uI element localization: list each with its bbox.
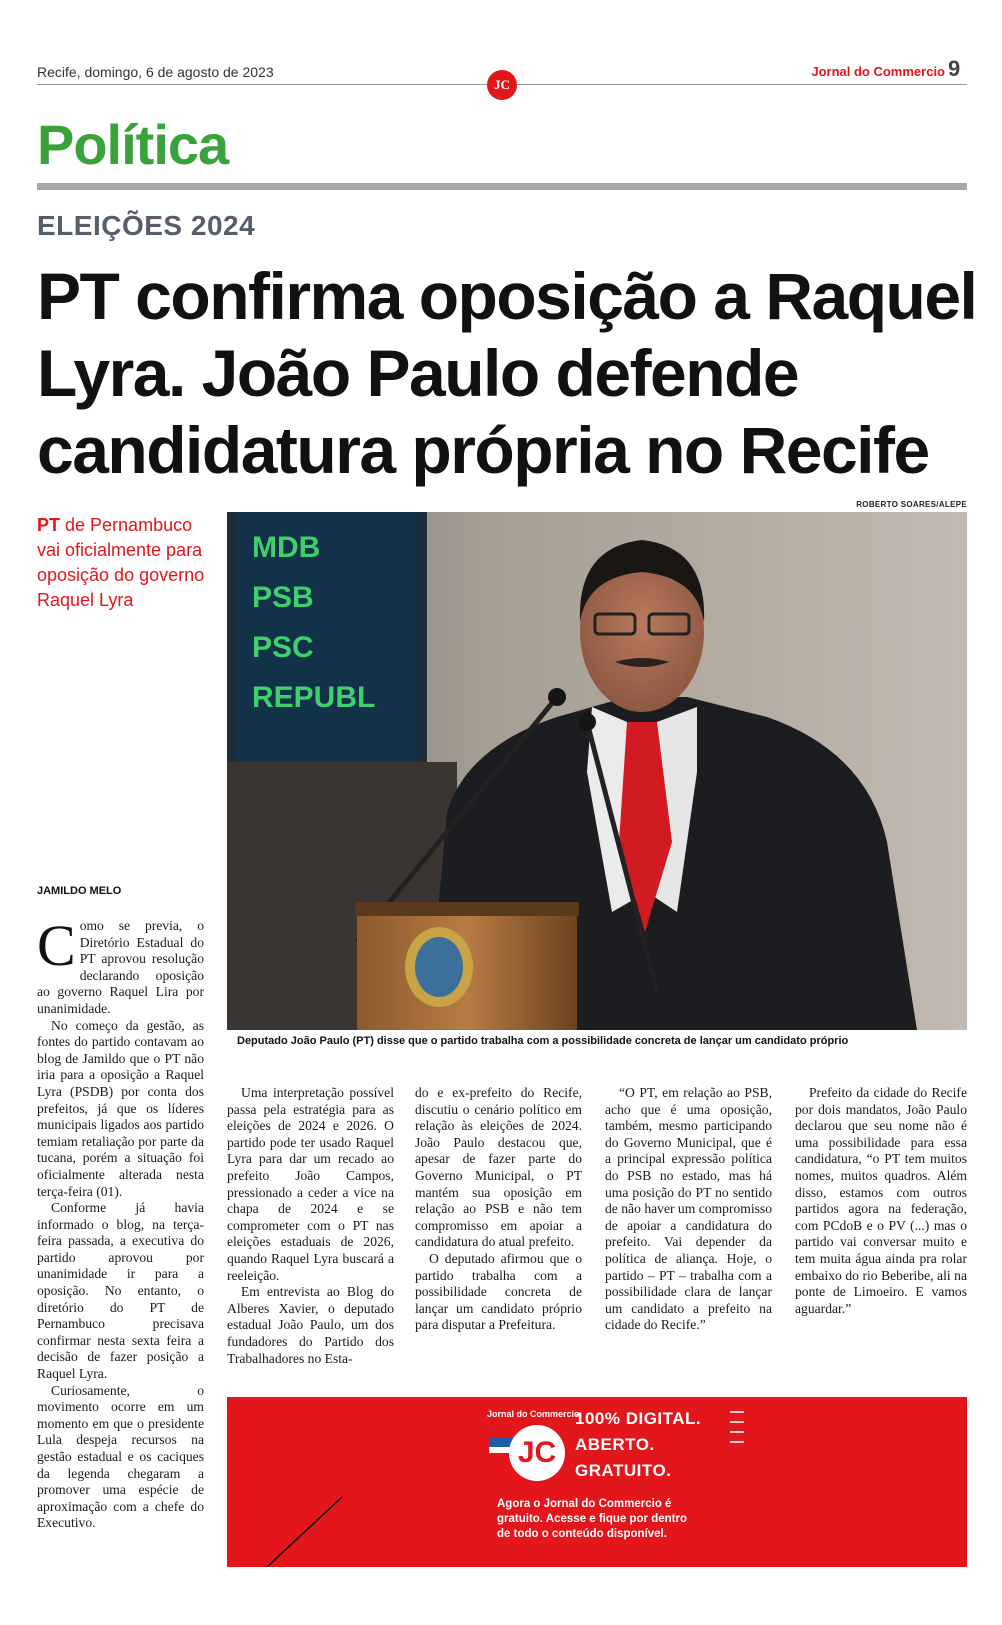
page-number: 9 bbox=[948, 56, 961, 81]
subhead-text: de Pernambuco vai oficialmente para oposição do governo Raquel Lyra bbox=[37, 515, 205, 610]
photo-caption: Deputado João Paulo (PT) disse que o partido trabalha com a possibilidade concreta de lançar um candidato próprio bbox=[237, 1035, 849, 1047]
kicker: ELEIÇÕES 2024 bbox=[37, 210, 256, 241]
ad-text: Agora o Jornal do Commercio é gratuito. Acesse e fique por dentro de todo o conteúdo disponível. bbox=[497, 1498, 687, 1540]
section-title: Política bbox=[37, 113, 229, 176]
article-column-2 bbox=[227, 1085, 394, 1367]
drop-cap: C bbox=[37, 913, 76, 978]
ad-tick bbox=[730, 1411, 744, 1413]
paragraph: Curiosamente, o movimento ocorre em um momento em que o presidente Lula despeja recursos na gestão estadual e os caciques da legenda chegaram a promover uma espécie de aproximação com a chefe do Executivo. bbox=[37, 1382, 204, 1531]
paragraph: Prefeito da cidade do Recife por dois mandatos, João Paulo declarou que seu nome não é uma possibilidade para essa candidatura, “o PT tem muitos nomes, muitos quadros. Além disso, estamos com outros partidos agora na federação, com PCdoB e o PV (...) mas o partido vai conversar muito e tem muita água ainda pra rolar embaixo do rio Beberibe, ali na ponte de Limoeiro. E vamos aguardar.” bbox=[795, 1085, 967, 1316]
section-rule bbox=[37, 183, 967, 190]
ad-tick bbox=[730, 1431, 744, 1433]
ad-line-3: GRATUITO. bbox=[575, 1461, 672, 1480]
subhead bbox=[37, 513, 212, 613]
article-column-4 bbox=[605, 1085, 772, 1334]
ad-line-2: ABERTO. bbox=[575, 1435, 655, 1454]
paragraph: O deputado afirmou que o partido trabalha com a possibilidade concreta de lançar um candidato próprio para disputar a Prefeitura. bbox=[415, 1250, 582, 1333]
paragraph: Em entrevista ao Blog do Alberes Xavier, o deputado estadual João Paulo, um dos fundadores do Partido dos Trabalhadores no Esta- bbox=[227, 1284, 394, 1366]
ad-paper-name: Jornal do Commercio bbox=[487, 1409, 580, 1419]
photo-credit: ROBERTO SOARES/ALEPE bbox=[856, 500, 967, 509]
ad-tick bbox=[730, 1441, 744, 1443]
article-column-3 bbox=[415, 1085, 582, 1334]
paragraph: Uma interpretação possível passa pela estratégia para as eleições de 2024 e 2026. O partido pode ter usado Raquel Lyra para dar um recado ao prefeito João Campos, pressionado a ceder a vice na chapa de 2024 e se comprometer com o PT nas eleições estaduais de 2026, quando Raquel Lyra buscará a reeleição. bbox=[227, 1085, 394, 1283]
ad-jc-logo: JC bbox=[509, 1425, 565, 1481]
panel-label-3: PSC bbox=[252, 631, 314, 664]
digital-ad-banner[interactable] bbox=[227, 1397, 967, 1567]
panel-label-2: PSB bbox=[252, 581, 314, 614]
article-column-1 bbox=[37, 913, 204, 1532]
paper-name: Jornal do Commercio bbox=[811, 64, 945, 79]
paragraph: Conforme já havia informado o blog, na terça-feira passada, a executiva do partido aprovou por unanimidade ir para a oposição. No entanto, o diretório do PT de Pernambuco precisava confirmar nesta sexta feira a decisão de fazer posição a Raquel Lyra. bbox=[37, 1200, 204, 1382]
paragraph: do e ex-prefeito do Recife, discutiu o cenário político em relação às eleições de 2024. João Paulo destacou que, apesar de fazer parte do Governo Municipal, o PT mantém sua oposição em relação ao PSB e não tem compromisso em apoiar a candidatura do atual prefeito. bbox=[415, 1085, 582, 1250]
ad-tick bbox=[730, 1421, 744, 1423]
ad-line-1: 100% DIGITAL. bbox=[575, 1409, 702, 1428]
paragraph: No começo da gestão, as fontes do partido contavam ao blog de Jamildo que o PT não iria para a oposição a Raquel Lyra (PSDB) por conta dos prefeitos, já que os líderes municipais ligados aos partido temiam retaliação por parte da tucana, porém a situação foi oficialmente alterada nesta terça-feira (01). bbox=[37, 1017, 204, 1199]
headline: PT confirma oposição a Raquel Lyra. João Paulo defende candidatura própria no Recife bbox=[37, 259, 977, 487]
panel-label-1: MDB bbox=[252, 531, 321, 564]
jc-logo: JC bbox=[487, 70, 517, 100]
paragraph-text: omo se previa, o Diretório Estadual do PT aprovou resolução declarando oposição ao governo Raquel Lira por unanimidade. bbox=[37, 918, 204, 1016]
panel-label-4: REPUBL bbox=[252, 681, 376, 714]
byline: JAMILDO MELO bbox=[37, 885, 122, 897]
subhead-bold: PT bbox=[37, 515, 61, 535]
paragraph: “O PT, em relação ao PSB, acho que é uma oposição, também, mesmo participando do Governo Municipal, que é a principal expressão política do PSB no estado, mas há uma posição do PT no sentido de não haver um compromisso de apoiar a candidatura do prefeito. Vai depender da política de aliança. Hoje, o partido – PT – trabalha com a possibilidade clara de lançar um candidato a prefeito na cidade do Recife.” bbox=[605, 1085, 772, 1333]
article-photo bbox=[227, 512, 967, 1030]
article-column-5 bbox=[795, 1085, 967, 1317]
date-line: Recife, domingo, 6 de agosto de 2023 bbox=[37, 64, 274, 80]
paragraph bbox=[37, 913, 204, 1018]
